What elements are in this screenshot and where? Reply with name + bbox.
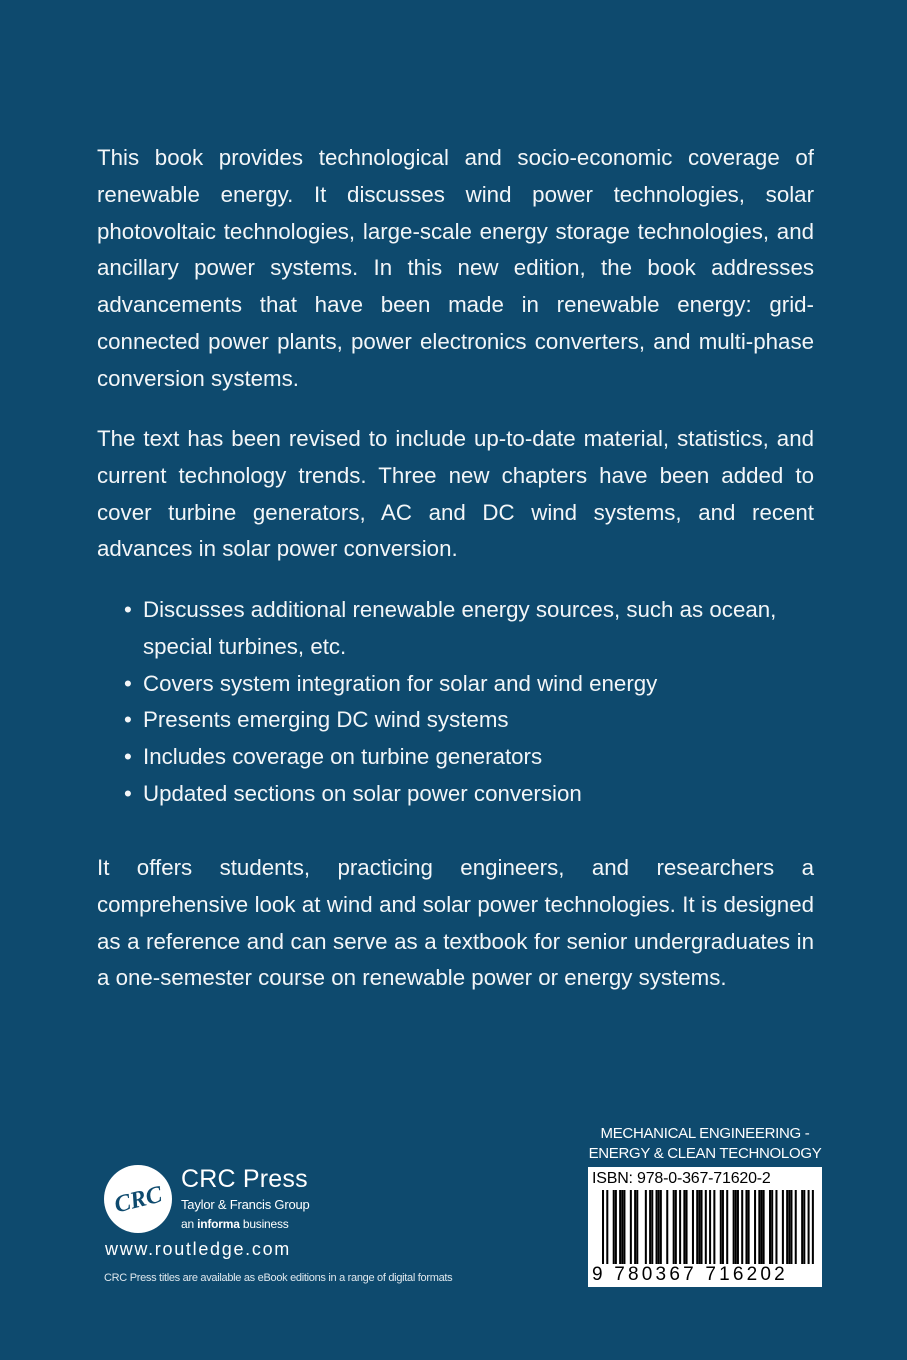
barcode-panel (588, 1167, 822, 1287)
bullet-icon: • (124, 707, 132, 733)
feature-text: Discusses additional renewable energy sources, such as ocean, special turbines, etc. (143, 597, 777, 659)
publisher-name: CRC Press (181, 1165, 308, 1193)
bullet-icon: • (124, 597, 132, 622)
feature-text: Updated sections on solar power conversion (143, 780, 582, 806)
isbn-text: ISBN: 978-0-367-71620-2 (592, 1170, 771, 1187)
informa-prefix: an (181, 1217, 194, 1231)
feature-item (124, 702, 804, 739)
feature-text: Presents emerging DC wind systems (143, 707, 509, 733)
feature-text: Includes coverage on turbine generators (143, 744, 543, 770)
feature-list (124, 592, 804, 813)
bullet-icon: • (124, 744, 132, 770)
category-line-1: MECHANICAL ENGINEERING - (600, 1125, 810, 1142)
description-paragraph-3: It offers students, practicing engineers, and researchers a comprehensive look at wind and solar power technologies. It is designed as a reference and can serve as a textbook for senior undergraduates in a one-semester course on renewable power or energy systems. (97, 855, 814, 991)
feature-text: Covers system integration for solar and wind energy (143, 670, 658, 696)
logo-text: CRC (111, 1181, 165, 1219)
publisher-website: www.routledge.com (105, 1239, 291, 1259)
category-line-2: ENERGY & CLEAN TECHNOLOGY (588, 1145, 822, 1162)
ebook-note: CRC Press titles are available as eBook editions in a range of digital formats (104, 1272, 453, 1284)
informa-bold: informa (197, 1217, 240, 1231)
publisher-group: Taylor & Francis Group (181, 1197, 310, 1212)
informa-suffix: business (242, 1217, 289, 1231)
publisher-informa (181, 1216, 289, 1233)
crc-press-logo-icon (104, 1165, 172, 1233)
description-paragraph-2: The text has been revised to include up-to-date material, statistics, and current technology trends. Three new chapters have been added to cover turbine generators, AC and DC wind systems, and recent advances in solar power conversion. (97, 426, 814, 562)
feature-item (124, 592, 804, 666)
barcode-digits: 9 780367 716202 (592, 1264, 788, 1285)
barcode-icon (602, 1190, 814, 1264)
bullet-icon: • (124, 780, 132, 806)
feature-item (124, 739, 804, 776)
bullet-icon: • (124, 670, 132, 696)
description-paragraph-1: This book provides technological and socio-economic coverage of renewable energy. It discusses wind power technologies, solar photovoltaic technologies, large-scale energy storage technologies, and ancillary power systems. In this new edition, the book addresses advancements that have been made in renewable energy: grid-connected power plants, power electronics converters, and multi-phase conversion systems. (97, 145, 814, 391)
feature-item (124, 776, 804, 813)
feature-item (124, 666, 804, 703)
subject-category (586, 1124, 824, 1164)
